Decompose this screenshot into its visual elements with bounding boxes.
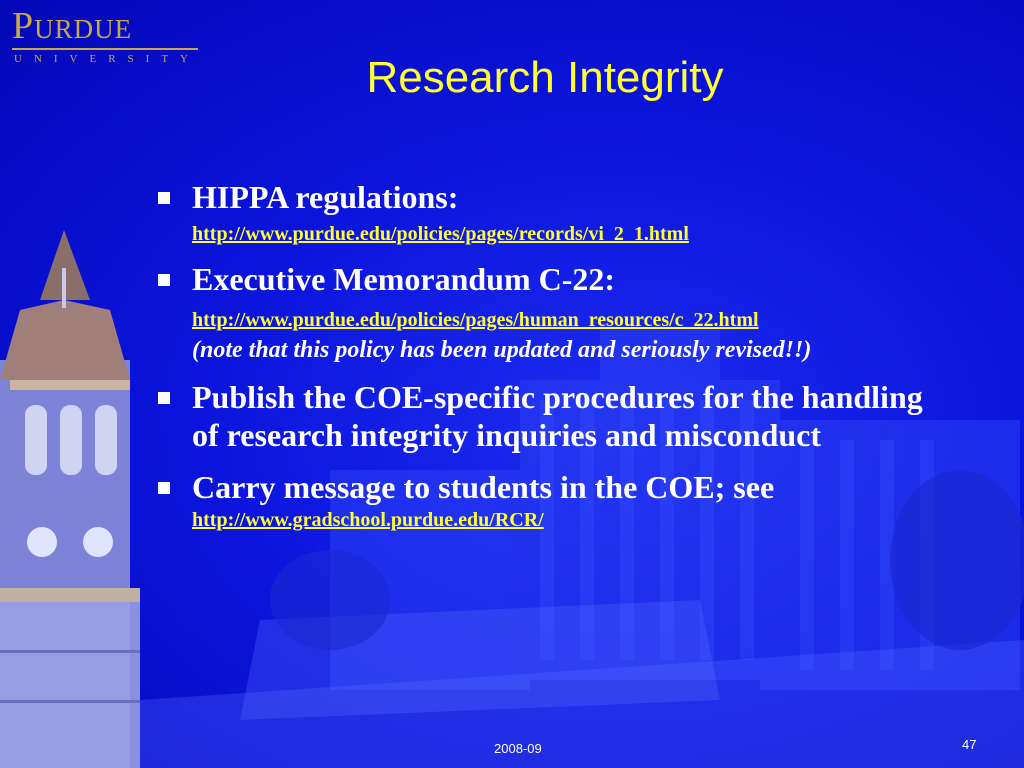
hippa-policy-link[interactable]: http://www.purdue.edu/policies/pages/records/vi_2_1.html [192,223,689,245]
bullet-item-publish-procedures [150,378,950,454]
rcr-link[interactable]: http://www.gradschool.purdue.edu/RCR/ [192,509,544,531]
bullet-list [150,178,950,534]
slide-title: Research Integrity [366,53,724,102]
bullet-heading: HIPPA regulations: [192,179,459,215]
purdue-logo [8,4,198,68]
bullet-item-hippa [150,178,950,248]
bullet-heading: Executive Memorandum C-22: [192,261,616,297]
c22-policy-link[interactable]: http://www.purdue.edu/policies/pages/human_resources/c_22.html [192,309,759,331]
bullet-heading: Carry message to students in the COE; see [192,469,775,505]
bullet-square-icon [158,482,170,494]
logo-subtitle: UNIVERSITY [14,53,200,65]
bullet-item-executive-memorandum [150,260,950,366]
bullet-item-carry-message [150,468,950,534]
logo-divider [12,48,198,50]
footer-date: 2008-09 [494,741,542,756]
bullet-square-icon [158,274,170,286]
slide-number: 47 [962,737,977,752]
logo-wordmark: Purdue [12,5,133,47]
bullet-heading: Publish the COE-specific procedures for the handling of research integrity inquiries and misconduct [192,379,923,453]
bullet-square-icon [158,192,170,204]
bullet-square-icon [158,392,170,404]
policy-revision-note: (note that this policy has been updated and seriously revised!!) [192,337,812,363]
